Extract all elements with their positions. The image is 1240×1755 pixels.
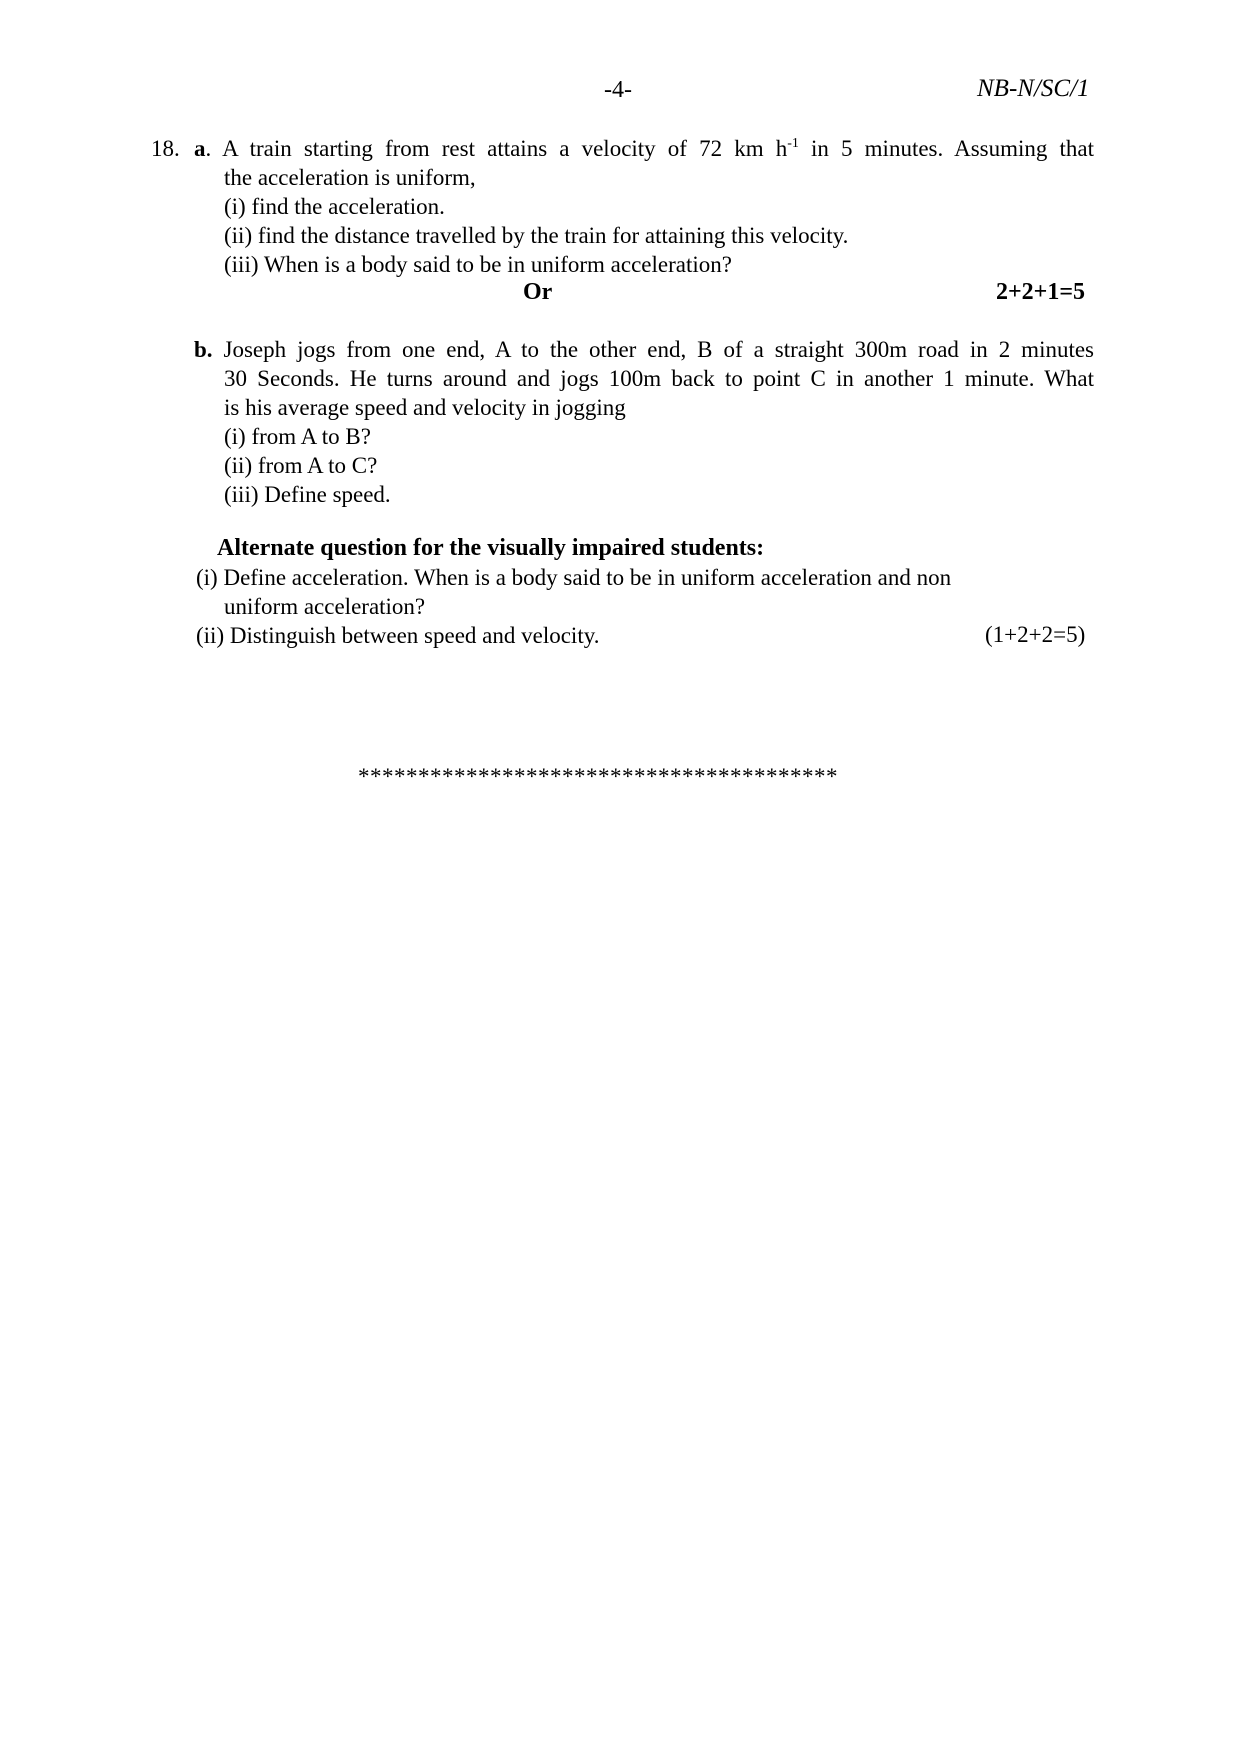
paper-code: NB-N/SC/1 — [977, 75, 1090, 102]
part-b-line-2: 30 Seconds. He turns around and jogs 100m back to point C in another 1 minute. What — [224, 366, 1094, 391]
alternate-question-title: Alternate question for the visually impaired students: — [217, 535, 765, 561]
part-a-item: (iii) When is a body said to be in uniform acceleration? — [224, 252, 732, 277]
part-a-item: (ii) find the distance travelled by the train for attaining this velocity. — [224, 223, 849, 248]
part-b-line-1: b. Joseph jogs from one end, A to the other end, B of a straight 300m road in 2 minutes — [194, 337, 1095, 362]
part-a-label: a — [194, 136, 206, 161]
alternate-item-1-line-1: (i) Define acceleration. When is a body said to be in uniform acceleration and non — [196, 565, 952, 590]
or-label: Or — [523, 279, 553, 305]
page-number: -4- — [604, 77, 632, 103]
question-number: 18. — [151, 136, 180, 161]
part-a-marks: 2+2+1=5 — [996, 279, 1086, 305]
part-b-label: b. — [194, 337, 213, 362]
alternate-item-2: (ii) Distinguish between speed and velocity. — [196, 623, 600, 648]
end-separator: **************************************** — [358, 764, 838, 789]
part-b-item: (iii) Define speed. — [224, 482, 391, 507]
part-a-line-1: a. A train starting from rest attains a velocity of 72 km $h^{-1}$ in 5 minutes. Assuming that — [194, 136, 1094, 161]
alternate-item-1-line-2: uniform acceleration? — [224, 594, 426, 619]
superscript: -1 — [787, 136, 799, 151]
part-b-item: (ii) from A to C? — [224, 453, 378, 478]
part-a-line-2: the acceleration is uniform, — [224, 165, 476, 190]
part-a-item: (i) find the acceleration. — [224, 194, 445, 219]
alternate-marks: (1+2+2=5) — [985, 622, 1086, 647]
part-b-line-3: is his average speed and velocity in jogging — [224, 395, 626, 420]
part-b-item: (i) from A to B? — [224, 424, 371, 449]
